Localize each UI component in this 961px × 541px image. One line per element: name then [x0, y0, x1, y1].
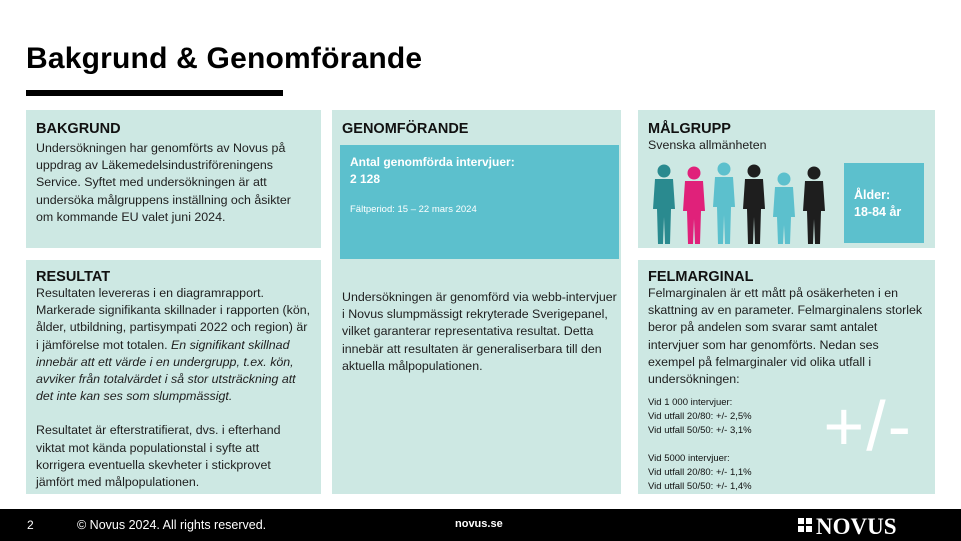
bakgrund-text: Undersökningen har genomförts av Novus på uppdrag av Läkemedelsindustriföreningens Service. Syftet med undersökningen är att undersöka målgruppens inställning och åsikter om kommande EU valet juni 2024.	[36, 141, 291, 224]
logo-text: NOVUS	[816, 514, 897, 536]
malgrupp-card	[638, 110, 935, 248]
margin-line: Vid utfall 50/50: +/- 1,4%	[648, 481, 752, 493]
bakgrund-card	[26, 110, 321, 248]
copyright: © Novus 2024. All rights reserved.	[77, 518, 267, 532]
resultat-heading: RESULTAT	[36, 269, 111, 285]
resultat-text-plain: Resultaten levereras i en diagramrapport. Markerade signifikanta skillnader i rapporten (kön, ålder, utbildning, partisympati 2022 och region) är i jämförelse mot totalen.	[36, 286, 311, 352]
malgrupp-subtitle: Svenska allmänheten	[648, 138, 767, 152]
malgrupp-heading: MÅLGRUPP	[648, 121, 731, 137]
title-underline	[26, 90, 283, 96]
margin-line: Vid utfall 20/80: +/- 2,5%	[648, 411, 752, 423]
novus-logo	[798, 514, 934, 536]
plus-minus-symbol: +/-	[823, 387, 913, 465]
interviews-value: 2 128	[350, 172, 381, 186]
genomforande-text: Undersökningen är genomförd via webb-intervjuer i Novus slumpmässigt rekryterade Sverigepanel, vilket garanterar representativa resultat. Detta innebär att resultaten är generaliserbara till den aktuella målpopulationen.	[342, 290, 617, 373]
age-label: Ålder:	[854, 188, 891, 202]
age-value: 18-84 år	[854, 205, 902, 219]
person-figure	[683, 167, 705, 245]
margin-line: Vid utfall 50/50: +/- 3,1%	[648, 425, 752, 437]
felmarginal-text: Felmarginalen är ett mått på osäkerheten i en skattning av en parameter. Felmarginalens storlek beror på andelen som svarar samt antalet intervjuer som har genomförts. Nedan ses exempel på felmarginaler vid olika utfall i undersökningen:	[648, 286, 923, 387]
person-figure	[773, 173, 795, 245]
margin-line: Vid utfall 20/80: +/- 1,1%	[648, 467, 752, 479]
resultat-text-italic: En signifikant skillnad innebär att ett värde i en undergrupp, t.ex. kön, avviker från totalvärdet i så stor utsträckning att det inte kan ses som slumpmässigt.	[36, 337, 296, 404]
person-figure	[713, 163, 735, 245]
felmarginal-heading: FELMARGINAL	[648, 269, 754, 285]
interviews-label: Antal genomförda intervjuer:	[350, 155, 515, 169]
footer-bar	[0, 509, 961, 541]
person-figure	[743, 165, 765, 245]
page-number: 2	[27, 518, 34, 532]
resultat-text-2: Resultatet är efterstratifierat, dvs. i efterhand viktat mot kända populationstal i syfte att korrigera eventuella skevheter i stickprovet jämfört med målpopulationen.	[36, 423, 281, 490]
footer-url: novus.se	[455, 518, 503, 530]
person-figure	[803, 167, 825, 245]
people-illustration	[652, 160, 842, 244]
age-box	[844, 163, 924, 243]
interviews-box	[340, 145, 619, 259]
page-title: Bakgrund & Genomförande	[26, 42, 423, 75]
person-figure	[653, 165, 675, 245]
margin-line: Vid 5000 intervjuer:	[648, 453, 730, 465]
felmarginal-card	[638, 260, 935, 494]
genomforande-card	[332, 110, 621, 494]
field-period: Fältperiod: 15 – 22 mars 2024	[350, 204, 477, 215]
margin-line: Vid 1 000 intervjuer:	[648, 397, 733, 409]
bakgrund-heading: BAKGRUND	[36, 121, 121, 137]
resultat-card	[26, 260, 321, 494]
resultat-text-1	[36, 285, 311, 405]
genomforande-heading: GENOMFÖRANDE	[342, 121, 469, 137]
